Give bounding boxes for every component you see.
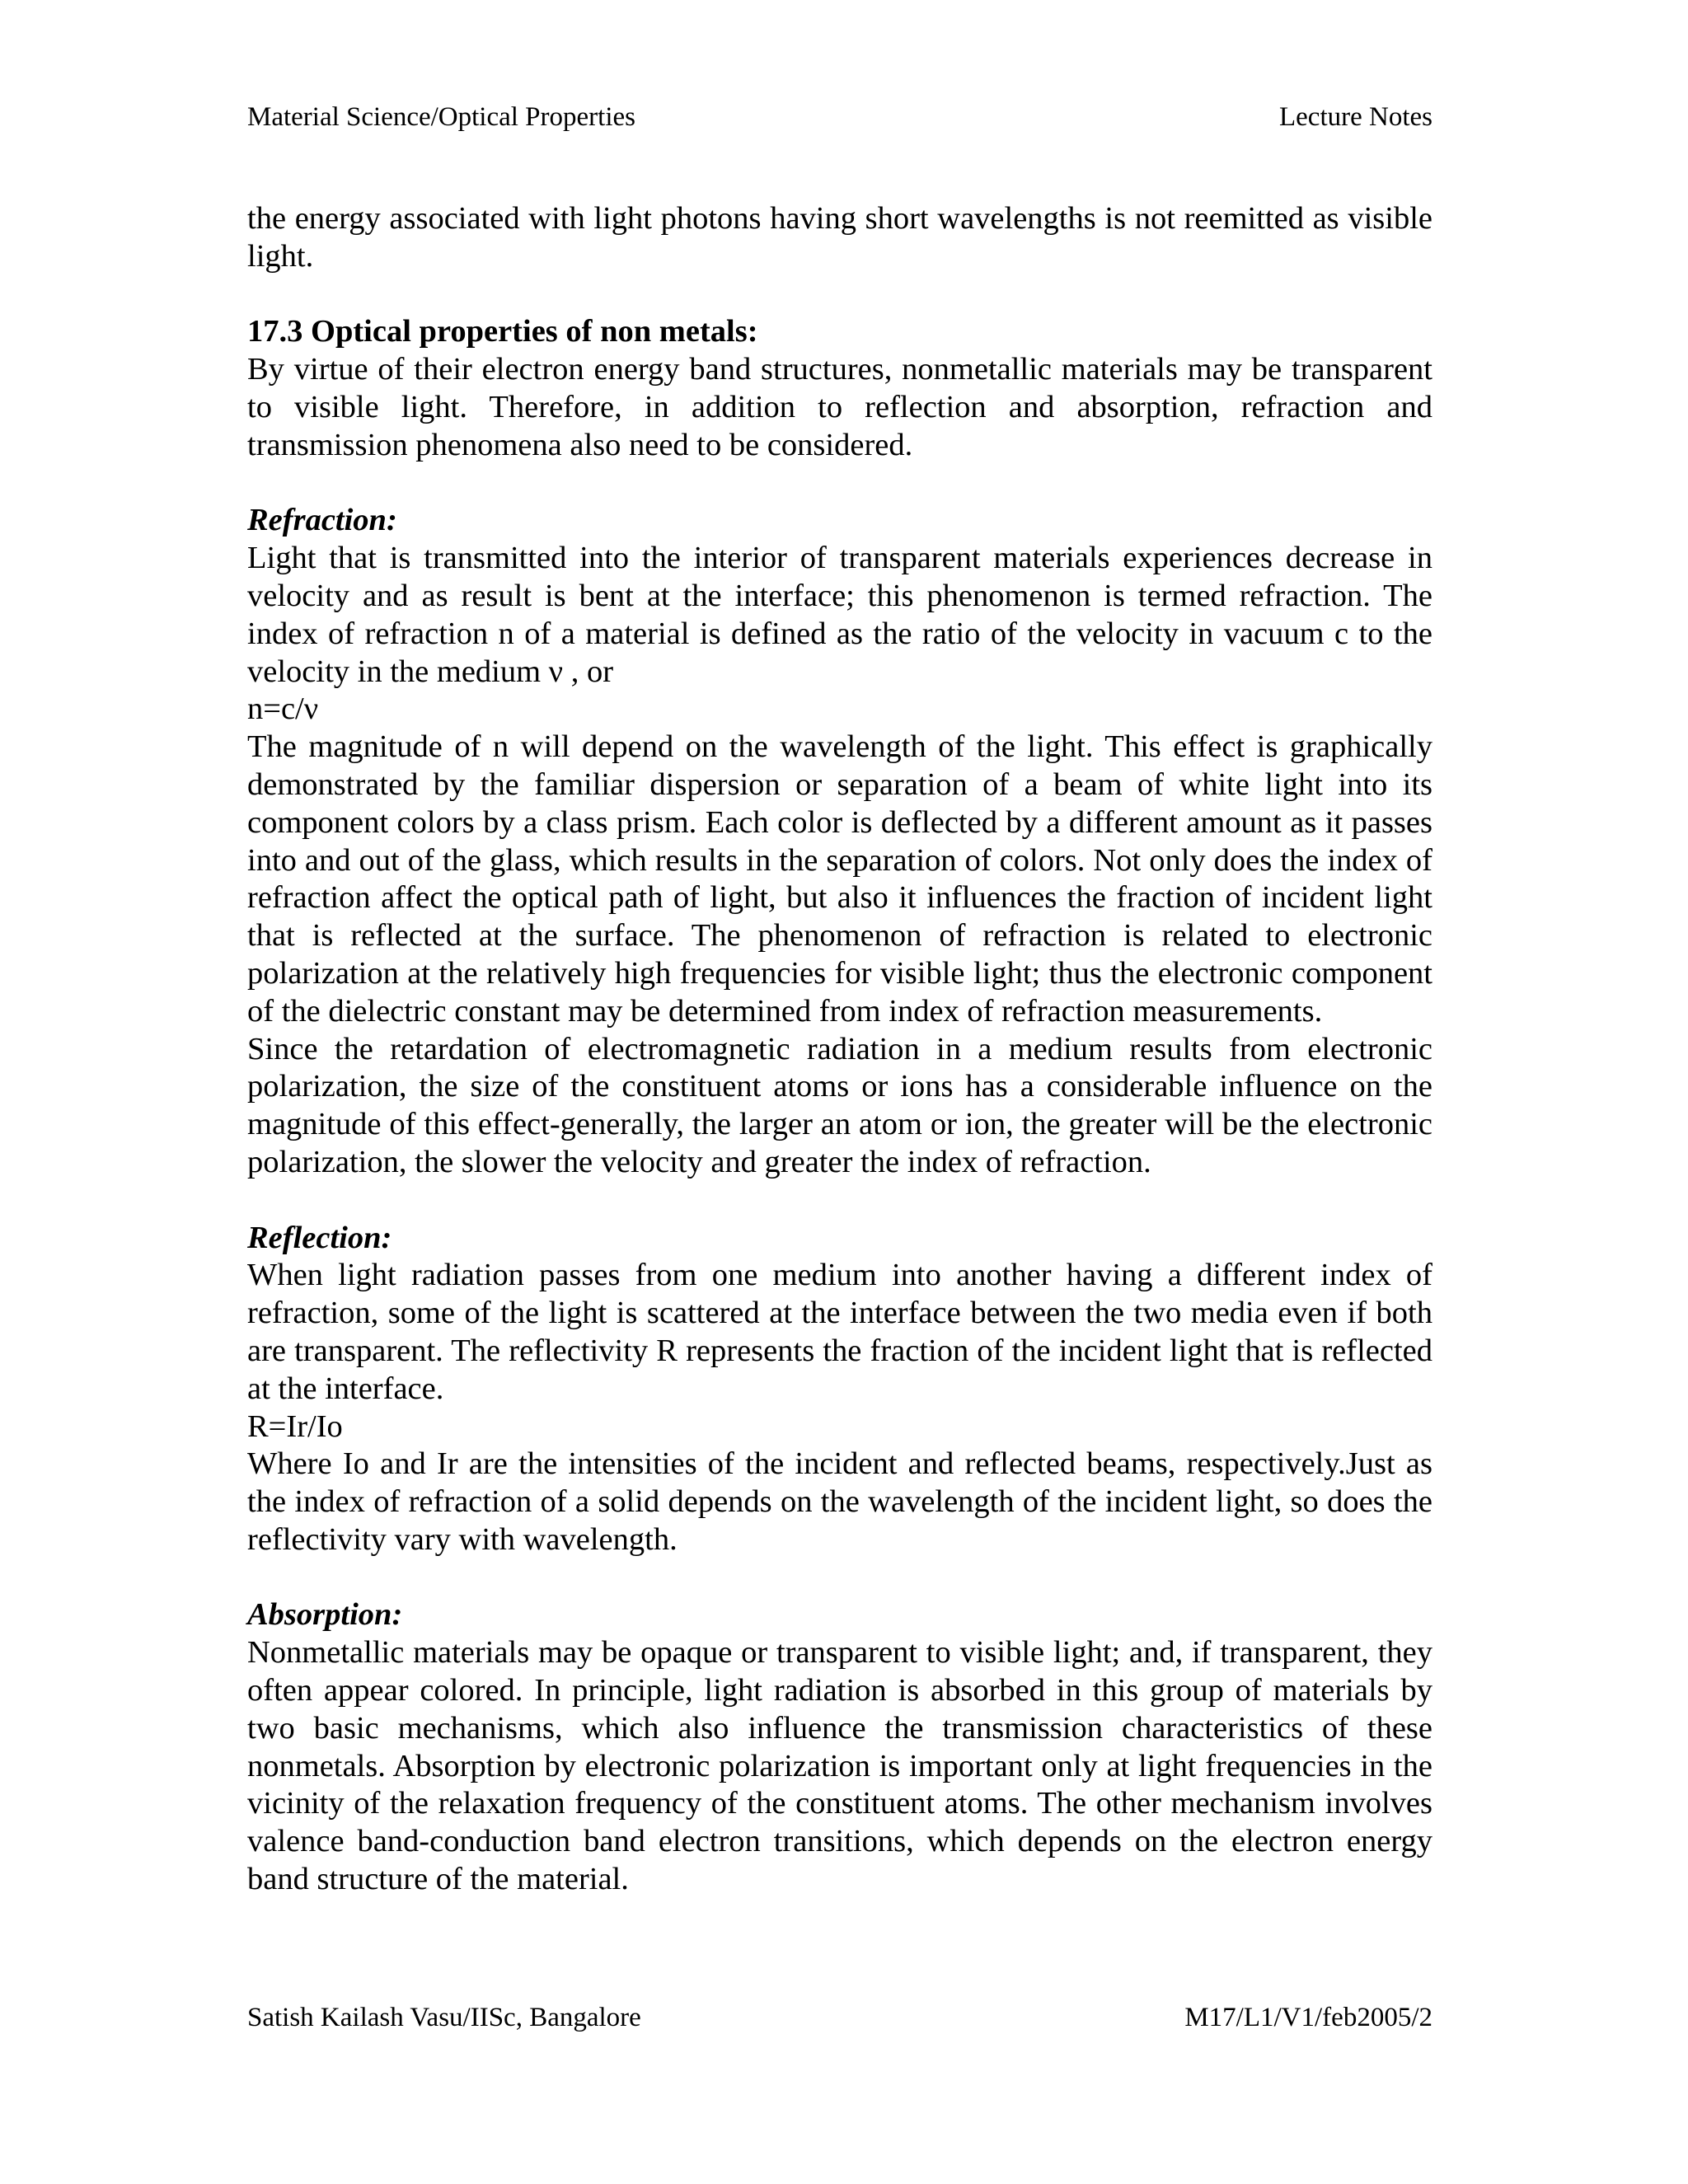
footer-document-id: M17/L1/V1/feb2005/2: [1184, 2003, 1432, 2032]
paragraph-spacer: [247, 1182, 1432, 1220]
section-paragraph: By virtue of their electron energy band structures, nonmetallic materials may be transparent to visible light. Therefore, in addition to reflection and absorption, refraction and transmission phenomena also need to be considered.: [247, 352, 1432, 462]
reflection-heading: Reflection:: [247, 1220, 392, 1255]
refraction-paragraph: Light that is transmitted into the interior of transparent materials experiences decrease in velocity and as result is bent at the interface; this phenomenon is termed refraction. The index of refraction n of a material is defined as the ratio of the velocity in vacuum c to the velocity in the medium ν , or: [247, 541, 1432, 689]
running-header: [247, 101, 1432, 134]
refraction-heading: Refraction:: [247, 503, 397, 538]
footer-author: Satish Kailash Vasu/IISc, Bangalore: [247, 2003, 641, 2032]
header-document-type: Lecture Notes: [1279, 102, 1432, 132]
reflection-paragraph: When light radiation passes from one medium into another having a different index of refraction, some of the light is scattered at the interface between the two media even if both are transparent. The reflectivity R represents the fraction of the incident light that is reflected at the interface.: [247, 1258, 1432, 1406]
refraction-equation: n=c/ν: [247, 691, 319, 727]
section-heading: 17.3 Optical properties of non metals:: [247, 314, 758, 349]
header-course-title: Material Science/Optical Properties: [247, 102, 635, 132]
paragraph-spacer: [247, 276, 1432, 314]
absorption-heading: Absorption:: [247, 1597, 403, 1633]
paragraph-spacer: [247, 465, 1432, 503]
document-body: [247, 200, 1432, 1899]
reflection-paragraph: Where Io and Ir are the intensities of the incident and reflected beams, respectively.Just as the index of refraction of a solid depends on the wavelength of the incident light, so does the reflectivity vary with wavelength.: [247, 1446, 1432, 1557]
refraction-paragraph: The magnitude of n will depend on the wavelength of the light. This effect is graphically demonstrated by the familiar dispersion or separation of a beam of white light into its component colors by a class prism. Each color is deflected by a different amount as it passes into and out of the glass, which results in the separation of colors. Not only does the index of refraction affect the optical path of light, but also it influences the fraction of incident light that is reflected at the surface. The phenomenon of refraction is related to electronic polarization at the relatively high frequencies for visible light; thus the electronic component of the dielectric constant may be determined from index of refraction measurements.: [247, 729, 1432, 1029]
running-footer: [247, 2001, 1432, 2034]
intro-paragraph: the energy associated with light photons having short wavelengths is not reemitted as visible light.: [247, 201, 1432, 274]
paragraph-spacer: [247, 1559, 1432, 1597]
refraction-paragraph: Since the retardation of electromagnetic radiation in a medium results from electronic polarization, the size of the constituent atoms or ions has a considerable influence on the magnitude of this effect-generally, the larger an atom or ion, the greater will be the electronic polarization, the slower the velocity and greater the index of refraction.: [247, 1031, 1432, 1179]
reflection-equation: R=Ir/Io: [247, 1408, 343, 1444]
absorption-paragraph: Nonmetallic materials may be opaque or transparent to visible light; and, if transparent, they often appear colored. In principle, light radiation is absorbed in this group of materials by two basic mechanisms, which also influence the transmission characteristics of these nonmetals. Absorption by electronic polarization is important only at light frequencies in the vicinity of the relaxation frequency of the constituent atoms. The other mechanism involves valence band-conduction band electron transitions, which depends on the electron energy band structure of the material.: [247, 1635, 1432, 1897]
